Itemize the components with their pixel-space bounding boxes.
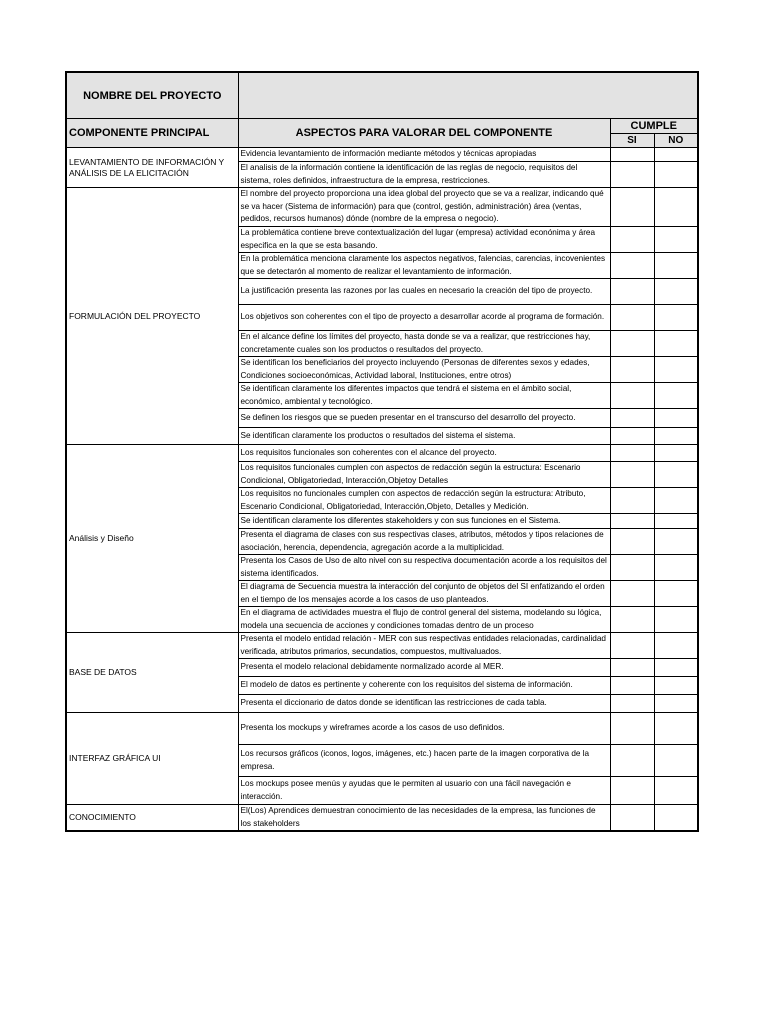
component-cell: LEVANTAMIENTO DE INFORMACIÓN Y ANÁLISIS DE LA ELICITACIÓN [66,148,238,188]
aspect-cell: Se identifican los beneficiarios del proyecto incluyendo (Personas de diferentes sexos y edades, Condiciones socioeconómicas, Actividad laboral, Instituciones, entre otros) [238,357,610,383]
table-row [66,148,698,162]
si-check-cell[interactable] [610,529,654,555]
component-cell: CONOCIMIENTO [66,805,238,832]
no-check-cell[interactable] [654,695,698,713]
si-check-cell[interactable] [610,677,654,695]
aspect-cell: Evidencia levantamiento de información mediante métodos y técnicas apropiadas [238,148,610,162]
aspect-cell: Presenta el modelo relacional debidamente normalizado acorde al MER. [238,659,610,677]
si-check-cell[interactable] [610,305,654,331]
aspect-cell: La justificación presenta las razones por las cuales en necesario la creación del tipo de proyecto. [238,279,610,305]
aspect-cell: Los recursos gráficos (iconos, logos, imágenes, etc.) hacen parte de la imagen corporativa de la empresa. [238,745,610,777]
si-check-cell[interactable] [610,581,654,607]
no-check-cell[interactable] [654,445,698,462]
no-check-cell[interactable] [654,633,698,659]
column-header-row [66,119,698,134]
project-name-row [66,72,698,119]
si-check-cell[interactable] [610,331,654,357]
no-check-cell[interactable] [654,148,698,162]
aspect-cell: El analisis de la información contiene la identificación de las reglas de negocio, requisitos del sistema, roles definidos, infraestructura de la empresa, restricciones. [238,162,610,188]
no-check-cell[interactable] [654,659,698,677]
table-row [66,633,698,659]
aspect-cell: Los requisitos no funcionales cumplen con aspectos de redacción según la estructura: Atributo, Escenario Condicional, Obligatoriedad, Interacción,Objeto, Detalles y Medición. [238,488,610,514]
si-check-cell[interactable] [610,428,654,445]
table-row [66,445,698,462]
aspect-cell: En el diagrama de actividades muestra el flujo de control general del sistema, modelando su lógica, modela una secuencia de acciones y condiciones tomadas dentro de un proceso [238,607,610,633]
aspect-cell: Presenta los Casos de Uso de alto nivel con su respectiva documentación acorde a los requisitos del sistema identificados. [238,555,610,581]
aspect-cell: Los requisitos funcionales son coherentes con el alcance del proyecto. [238,445,610,462]
si-check-cell[interactable] [610,462,654,488]
aspect-cell: Presenta el modelo entidad relación - MER con sus respectivas entidades relacionadas, cardinalidad verificada, atributos primarios, secundatios, compuestos, multivaluados. [238,633,610,659]
si-check-cell[interactable] [610,383,654,409]
si-check-cell[interactable] [610,188,654,227]
si-check-cell[interactable] [610,279,654,305]
aspect-cell: La problemática contiene breve contextualización del lugar (empresa) actividad econónima y área especifica en la que se esta basando. [238,227,610,253]
no-check-cell[interactable] [654,253,698,279]
aspect-cell: Se identifican claramente los diferentes impactos que tendrá el sistema en el ámbito social, económico, ambiental y tecnológico. [238,383,610,409]
aspect-cell: El nombre del proyecto proporciona una idea global del proyecto que se va a realizar, indicando qué se va hacer (Sistema de información) para que (control, gestión, administración) área (ventas, pedidos, recursos humanos) dónde (nombre de la empresa o negocio). [238,188,610,227]
aspect-cell: En la problemática menciona claramente los aspectos negativos, falencias, carencias, incovenientes que se detectarón al momento de realizar el levantamiento de información. [238,253,610,279]
si-check-cell[interactable] [610,409,654,428]
no-check-cell[interactable] [654,428,698,445]
component-cell: INTERFAZ GRÁFICA UI [66,713,238,805]
no-check-cell[interactable] [654,529,698,555]
si-check-cell[interactable] [610,695,654,713]
no-check-cell[interactable] [654,607,698,633]
no-check-cell[interactable] [654,805,698,832]
no-check-cell[interactable] [654,227,698,253]
table-row [66,188,698,227]
si-check-cell[interactable] [610,659,654,677]
no-check-cell[interactable] [654,488,698,514]
project-name-label: NOMBRE DEL PROYECTO [66,72,238,119]
si-check-cell[interactable] [610,488,654,514]
aspect-cell: Presenta los mockups y wireframes acorde a los casos de uso definidos. [238,713,610,745]
component-cell: FORMULACIÓN DEL PROYECTO [66,188,238,445]
aspect-cell: En el alcance define los límites del proyecto, hasta donde se va a realizar, que restricciones hay, concretamente cuales son los productos o resultados del proyecto. [238,331,610,357]
no-check-cell[interactable] [654,462,698,488]
no-check-cell[interactable] [654,745,698,777]
no-check-cell[interactable] [654,713,698,745]
si-header: SI [610,134,654,148]
no-check-cell[interactable] [654,188,698,227]
si-check-cell[interactable] [610,445,654,462]
aspect-cell: El diagrama de Secuencia muestra la interacción del conjunto de objetos del SI enfatizando el orden en el tiempo de los mensajes acorde a los casos de uso planteados. [238,581,610,607]
component-column-header: COMPONENTE PRINCIPAL [66,119,238,148]
no-header: NO [654,134,698,148]
aspect-cell: Se identifican claramente los productos o resultados del sistema el sistema. [238,428,610,445]
no-check-cell[interactable] [654,305,698,331]
project-name-value[interactable] [238,72,698,119]
aspect-rows [66,148,698,832]
no-check-cell[interactable] [654,777,698,805]
no-check-cell[interactable] [654,409,698,428]
cumple-header: CUMPLE [610,119,698,134]
no-check-cell[interactable] [654,581,698,607]
si-check-cell[interactable] [610,633,654,659]
si-check-cell[interactable] [610,777,654,805]
no-check-cell[interactable] [654,279,698,305]
si-check-cell[interactable] [610,253,654,279]
table-row [66,713,698,745]
no-check-cell[interactable] [654,514,698,529]
no-check-cell[interactable] [654,357,698,383]
si-check-cell[interactable] [610,357,654,383]
no-check-cell[interactable] [654,555,698,581]
aspect-cell: Presenta el diagrama de clases con sus respectivas clases, atributos, métodos y tipos relaciones de asociación, herencia, dependencia, agregación acorde a la multiplicidad. [238,529,610,555]
aspect-cell: Los requisitos funcionales cumplen con aspectos de redacción según la estructura: Escenario Condicional, Obligatoriedad, Interacción,Objetoy Detalles [238,462,610,488]
no-check-cell[interactable] [654,331,698,357]
si-check-cell[interactable] [610,607,654,633]
aspect-cell: Se definen los riesgos que se pueden presentar en el transcurso del desarrollo del proyecto. [238,409,610,428]
si-check-cell[interactable] [610,227,654,253]
aspect-cell: Los mockups posee menús y ayudas que le permiten al usuario con una fácil navegación e interacción. [238,777,610,805]
si-check-cell[interactable] [610,745,654,777]
no-check-cell[interactable] [654,677,698,695]
aspect-cell: El modelo de datos es pertinente y coherente con los requisitos del sistema de información. [238,677,610,695]
aspects-column-header: ASPECTOS PARA VALORAR DEL COMPONENTE [238,119,610,148]
no-check-cell[interactable] [654,383,698,409]
no-check-cell[interactable] [654,162,698,188]
si-check-cell[interactable] [610,162,654,188]
component-cell: Análisis y Diseño [66,445,238,633]
aspect-cell: Se identifican claramente los diferentes stakeholders y con sus funciones en el Sistema. [238,514,610,529]
table-row [66,805,698,832]
si-check-cell[interactable] [610,148,654,162]
si-check-cell[interactable] [610,555,654,581]
si-check-cell[interactable] [610,805,654,832]
component-cell: BASE DE DATOS [66,633,238,713]
si-check-cell[interactable] [610,514,654,529]
aspect-cell: Los objetivos son coherentes con el tipo de proyecto a desarrollar acorde al programa de formación. [238,305,610,331]
evaluation-table [65,71,699,832]
aspect-cell: El(Los) Aprendices demuestran conocimiento de las necesidades de la empresa, las funciones de los stakeholders [238,805,610,832]
aspect-cell: Presenta el diccionario de datos donde se identifican las restricciones de cada tabla. [238,695,610,713]
si-check-cell[interactable] [610,713,654,745]
